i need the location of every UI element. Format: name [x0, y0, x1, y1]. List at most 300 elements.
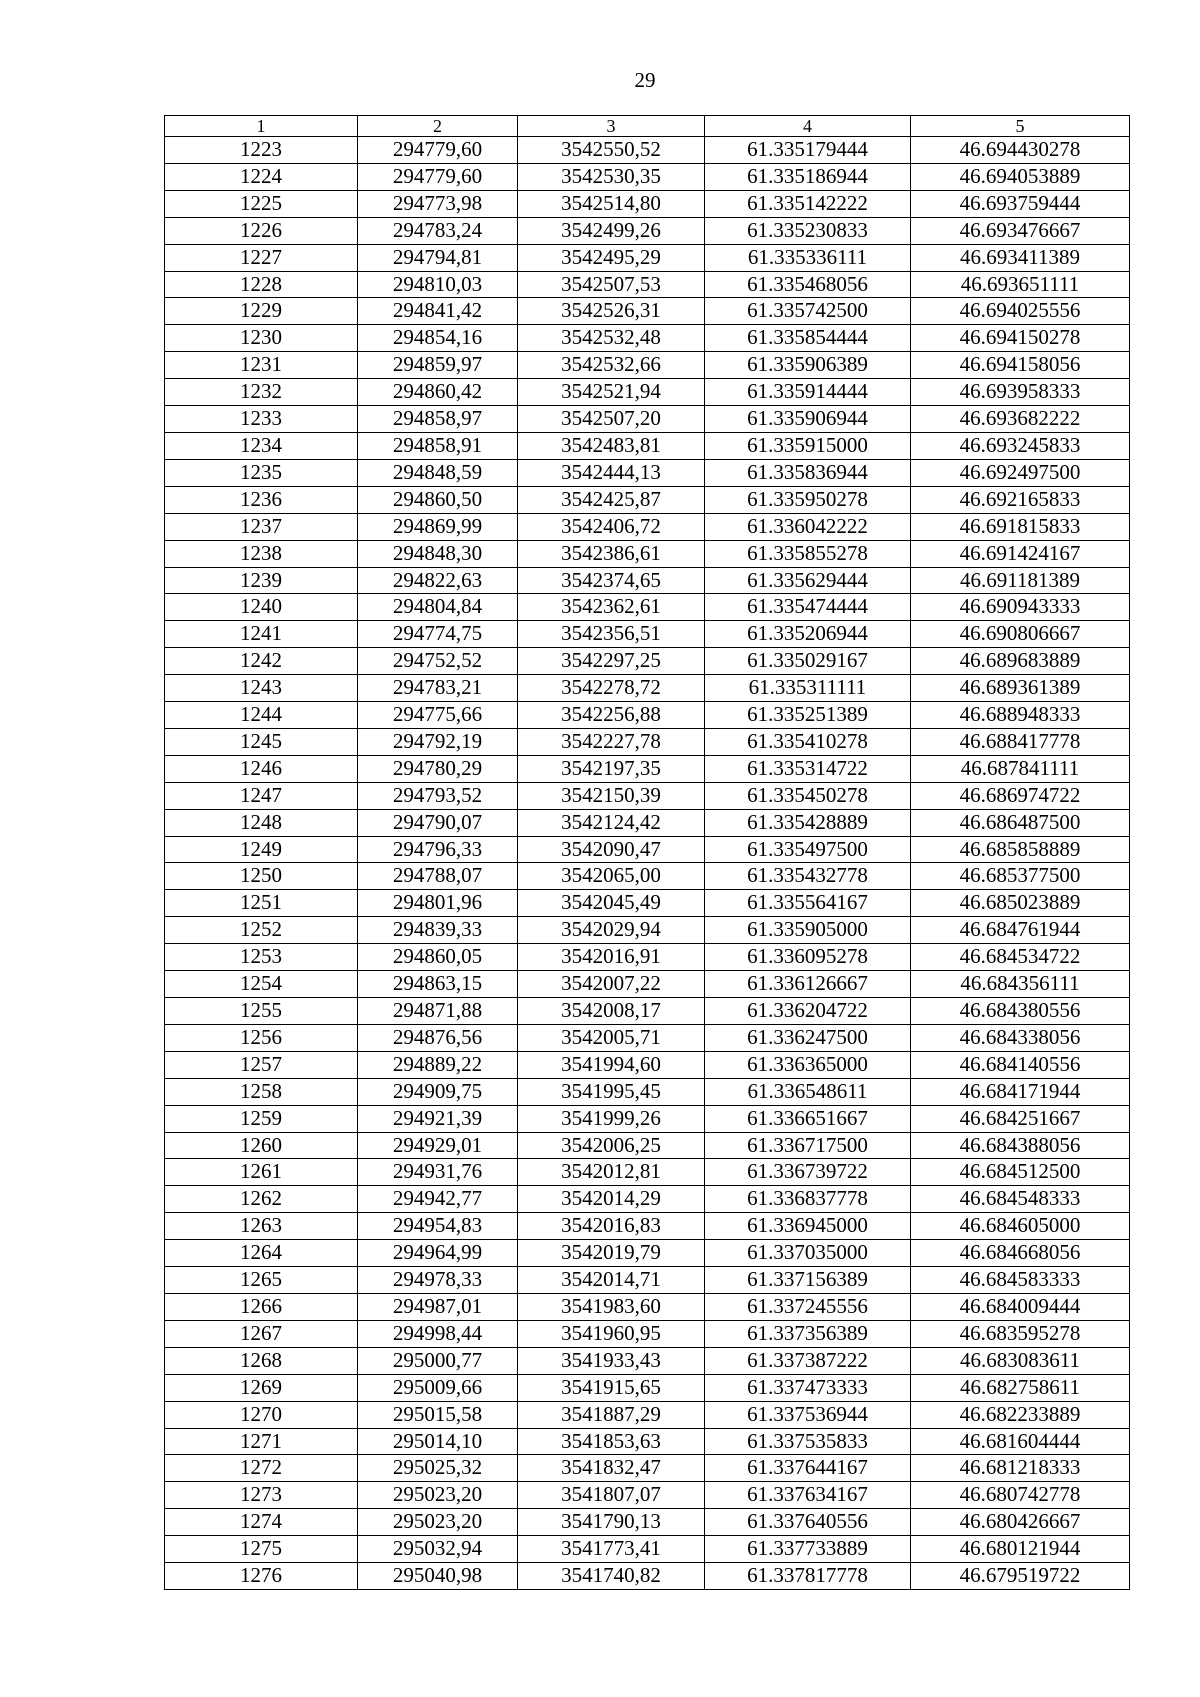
table-cell: 61.335497500	[705, 836, 911, 863]
table-cell: 294788,07	[358, 863, 518, 890]
table-cell: 3541887,29	[518, 1401, 705, 1428]
table-cell: 294854,16	[358, 325, 518, 352]
table-cell: 294859,97	[358, 352, 518, 379]
table-row	[165, 944, 1130, 971]
table-cell: 294931,76	[358, 1159, 518, 1186]
table-cell: 1230	[165, 325, 358, 352]
table-row	[165, 702, 1130, 729]
table-cell: 46.684356111	[911, 971, 1130, 998]
table-cell: 1231	[165, 352, 358, 379]
table-cell: 1243	[165, 675, 358, 702]
table-cell: 46.684338056	[911, 1024, 1130, 1051]
table-row	[165, 190, 1130, 217]
table-cell: 1241	[165, 621, 358, 648]
table-row	[165, 1374, 1130, 1401]
table-cell: 294796,33	[358, 836, 518, 863]
table-cell: 3542374,65	[518, 567, 705, 594]
table-cell: 61.336365000	[705, 1051, 911, 1078]
table-cell: 294964,99	[358, 1240, 518, 1267]
table-cell: 1272	[165, 1455, 358, 1482]
table-cell: 295023,20	[358, 1482, 518, 1509]
table-cell: 1250	[165, 863, 358, 890]
table-cell: 46.686974722	[911, 782, 1130, 809]
table-cell: 46.692497500	[911, 459, 1130, 486]
table-cell: 1232	[165, 379, 358, 406]
table-cell: 61.336651667	[705, 1105, 911, 1132]
table-cell: 1240	[165, 594, 358, 621]
table-cell: 1244	[165, 702, 358, 729]
table-cell: 3541915,65	[518, 1374, 705, 1401]
table-cell: 294954,83	[358, 1213, 518, 1240]
table-row	[165, 890, 1130, 917]
table-row	[165, 352, 1130, 379]
table-cell: 1224	[165, 163, 358, 190]
table-row	[165, 1105, 1130, 1132]
table-cell: 3542029,94	[518, 917, 705, 944]
table-cell: 61.335410278	[705, 728, 911, 755]
table-cell: 3542016,83	[518, 1213, 705, 1240]
table-row	[165, 1186, 1130, 1213]
table-row	[165, 1213, 1130, 1240]
table-cell: 1271	[165, 1428, 358, 1455]
table-cell: 3541995,45	[518, 1078, 705, 1105]
table-cell: 3542124,42	[518, 809, 705, 836]
table-cell: 46.683083611	[911, 1347, 1130, 1374]
table-cell: 61.336247500	[705, 1024, 911, 1051]
table-cell: 3542532,66	[518, 352, 705, 379]
table-cell: 61.335950278	[705, 486, 911, 513]
table-cell: 61.337733889	[705, 1536, 911, 1563]
table-cell: 1262	[165, 1186, 358, 1213]
table-cell: 46.694053889	[911, 163, 1130, 190]
table-row	[165, 971, 1130, 998]
table-row	[165, 621, 1130, 648]
table-cell: 46.691424167	[911, 540, 1130, 567]
table-cell: 1236	[165, 486, 358, 513]
table-cell: 294779,60	[358, 163, 518, 190]
table-cell: 1268	[165, 1347, 358, 1374]
table-cell: 1235	[165, 459, 358, 486]
table-cell: 61.336042222	[705, 513, 911, 540]
table-cell: 3542014,29	[518, 1186, 705, 1213]
table-row	[165, 998, 1130, 1025]
table-cell: 295015,58	[358, 1401, 518, 1428]
table-cell: 46.693682222	[911, 406, 1130, 433]
table-row	[165, 675, 1130, 702]
table-row	[165, 1347, 1130, 1374]
table-cell: 3542065,00	[518, 863, 705, 890]
table-cell: 61.335428889	[705, 809, 911, 836]
table-cell: 46.682233889	[911, 1401, 1130, 1428]
table-cell: 3541983,60	[518, 1293, 705, 1320]
table-cell: 294794,81	[358, 244, 518, 271]
table-cell: 3541807,07	[518, 1482, 705, 1509]
table-cell: 46.693958333	[911, 379, 1130, 406]
table-cell: 3542550,52	[518, 137, 705, 164]
table-header-row	[165, 116, 1130, 137]
table-cell: 46.688417778	[911, 728, 1130, 755]
table-cell: 1259	[165, 1105, 358, 1132]
table-cell: 61.337387222	[705, 1347, 911, 1374]
table-cell: 61.335230833	[705, 217, 911, 244]
table-cell: 61.335914444	[705, 379, 911, 406]
table-cell: 1263	[165, 1213, 358, 1240]
table-row	[165, 379, 1130, 406]
table-row	[165, 917, 1130, 944]
table-cell: 294869,99	[358, 513, 518, 540]
table-cell: 61.337035000	[705, 1240, 911, 1267]
table-row	[165, 1536, 1130, 1563]
table-cell: 294783,24	[358, 217, 518, 244]
table-row	[165, 217, 1130, 244]
table-cell: 46.683595278	[911, 1320, 1130, 1347]
table-row	[165, 782, 1130, 809]
table-cell: 294876,56	[358, 1024, 518, 1051]
table-cell: 3542007,22	[518, 971, 705, 998]
table-cell: 1267	[165, 1320, 358, 1347]
table-cell: 1247	[165, 782, 358, 809]
table-cell: 294793,52	[358, 782, 518, 809]
table-cell: 3542532,48	[518, 325, 705, 352]
table-row	[165, 1455, 1130, 1482]
table-cell: 294792,19	[358, 728, 518, 755]
table-cell: 1255	[165, 998, 358, 1025]
table-cell: 46.689683889	[911, 648, 1130, 675]
table-cell: 294860,50	[358, 486, 518, 513]
table-row	[165, 1024, 1130, 1051]
table-row	[165, 1293, 1130, 1320]
table-cell: 61.336126667	[705, 971, 911, 998]
table-cell: 61.335742500	[705, 298, 911, 325]
table-cell: 1251	[165, 890, 358, 917]
table-row	[165, 406, 1130, 433]
table-cell: 294889,22	[358, 1051, 518, 1078]
table-cell: 3541740,82	[518, 1563, 705, 1590]
table-cell: 61.335906389	[705, 352, 911, 379]
table-row	[165, 271, 1130, 298]
table-cell: 294841,42	[358, 298, 518, 325]
table-row	[165, 459, 1130, 486]
table-cell: 295014,10	[358, 1428, 518, 1455]
table-row	[165, 1078, 1130, 1105]
table-cell: 61.336945000	[705, 1213, 911, 1240]
table-cell: 3542019,79	[518, 1240, 705, 1267]
table-cell: 1270	[165, 1401, 358, 1428]
table-row	[165, 594, 1130, 621]
table-cell: 1260	[165, 1132, 358, 1159]
table-cell: 61.335311111	[705, 675, 911, 702]
table-cell: 46.693245833	[911, 432, 1130, 459]
table-cell: 46.693759444	[911, 190, 1130, 217]
table-cell: 1225	[165, 190, 358, 217]
table-cell: 46.693476667	[911, 217, 1130, 244]
table-cell: 294909,75	[358, 1078, 518, 1105]
table-cell: 1233	[165, 406, 358, 433]
table-cell: 61.335629444	[705, 567, 911, 594]
table-row	[165, 1240, 1130, 1267]
table-cell: 61.335251389	[705, 702, 911, 729]
table-cell: 46.680742778	[911, 1482, 1130, 1509]
table-cell: 61.335029167	[705, 648, 911, 675]
table-cell: 61.337644167	[705, 1455, 911, 1482]
table-cell: 3541999,26	[518, 1105, 705, 1132]
table-cell: 46.693651111	[911, 271, 1130, 298]
table-cell: 3542507,53	[518, 271, 705, 298]
table-cell: 61.336204722	[705, 998, 911, 1025]
table-cell: 46.690806667	[911, 621, 1130, 648]
table-cell: 46.684171944	[911, 1078, 1130, 1105]
header-cell: 5	[911, 116, 1130, 137]
table-cell: 3542090,47	[518, 836, 705, 863]
table-cell: 295025,32	[358, 1455, 518, 1482]
table-cell: 61.335142222	[705, 190, 911, 217]
table-cell: 46.694150278	[911, 325, 1130, 352]
table-cell: 3542425,87	[518, 486, 705, 513]
table-cell: 1274	[165, 1509, 358, 1536]
table-row	[165, 1132, 1130, 1159]
table-cell: 294858,97	[358, 406, 518, 433]
table-cell: 46.694430278	[911, 137, 1130, 164]
table-cell: 46.682758611	[911, 1374, 1130, 1401]
table-cell: 46.681218333	[911, 1455, 1130, 1482]
table-cell: 3542483,81	[518, 432, 705, 459]
table-cell: 3542297,25	[518, 648, 705, 675]
table-cell: 3542362,61	[518, 594, 705, 621]
table-cell: 295023,20	[358, 1509, 518, 1536]
table-cell: 295032,94	[358, 1536, 518, 1563]
table-row	[165, 809, 1130, 836]
table-row	[165, 1482, 1130, 1509]
table-cell: 1258	[165, 1078, 358, 1105]
table-cell: 3542150,39	[518, 782, 705, 809]
table-row	[165, 137, 1130, 164]
table-cell: 3542526,31	[518, 298, 705, 325]
table-cell: 46.684605000	[911, 1213, 1130, 1240]
table-row	[165, 163, 1130, 190]
table-cell: 61.337535833	[705, 1428, 911, 1455]
table-cell: 294810,03	[358, 271, 518, 298]
table-cell: 46.684512500	[911, 1159, 1130, 1186]
table-cell: 3542256,88	[518, 702, 705, 729]
table-cell: 1265	[165, 1267, 358, 1294]
table-cell: 294987,01	[358, 1293, 518, 1320]
table-cell: 294929,01	[358, 1132, 518, 1159]
table-cell: 61.335855278	[705, 540, 911, 567]
table-cell: 1257	[165, 1051, 358, 1078]
table-row	[165, 1051, 1130, 1078]
table-cell: 61.335906944	[705, 406, 911, 433]
table-cell: 61.335314722	[705, 755, 911, 782]
table-cell: 1252	[165, 917, 358, 944]
table-cell: 46.693411389	[911, 244, 1130, 271]
table-cell: 1227	[165, 244, 358, 271]
table-cell: 1276	[165, 1563, 358, 1590]
table-row	[165, 567, 1130, 594]
table-cell: 61.337473333	[705, 1374, 911, 1401]
table-cell: 1256	[165, 1024, 358, 1051]
table-cell: 3542444,13	[518, 459, 705, 486]
table-cell: 294921,39	[358, 1105, 518, 1132]
table-row	[165, 863, 1130, 890]
table-cell: 46.685377500	[911, 863, 1130, 890]
table-body	[165, 137, 1130, 1590]
table-cell: 46.680121944	[911, 1536, 1130, 1563]
table-cell: 46.684583333	[911, 1267, 1130, 1294]
table-cell: 294775,66	[358, 702, 518, 729]
table-cell: 3541960,95	[518, 1320, 705, 1347]
coordinates-table	[164, 115, 1130, 1590]
table-cell: 3541853,63	[518, 1428, 705, 1455]
table-row	[165, 486, 1130, 513]
table-row	[165, 432, 1130, 459]
table-row	[165, 1320, 1130, 1347]
table-cell: 295000,77	[358, 1347, 518, 1374]
table-cell: 3542005,71	[518, 1024, 705, 1051]
header-cell: 1	[165, 116, 358, 137]
table-cell: 1266	[165, 1293, 358, 1320]
table-cell: 46.686487500	[911, 809, 1130, 836]
table-cell: 294783,21	[358, 675, 518, 702]
table-cell: 294848,59	[358, 459, 518, 486]
table-cell: 1253	[165, 944, 358, 971]
table-cell: 3542008,17	[518, 998, 705, 1025]
table-row	[165, 1563, 1130, 1590]
table-cell: 294848,30	[358, 540, 518, 567]
table-cell: 46.689361389	[911, 675, 1130, 702]
table-cell: 3542016,91	[518, 944, 705, 971]
table-cell: 3542521,94	[518, 379, 705, 406]
table-cell: 61.336837778	[705, 1186, 911, 1213]
table-cell: 61.335206944	[705, 621, 911, 648]
table-cell: 61.335179444	[705, 137, 911, 164]
table-cell: 294822,63	[358, 567, 518, 594]
table-cell: 3542227,78	[518, 728, 705, 755]
table-cell: 3542406,72	[518, 513, 705, 540]
table-cell: 46.694025556	[911, 298, 1130, 325]
table-row	[165, 540, 1130, 567]
table-cell: 61.337817778	[705, 1563, 911, 1590]
table-cell: 46.684009444	[911, 1293, 1130, 1320]
table-row	[165, 1159, 1130, 1186]
table-cell: 3542014,71	[518, 1267, 705, 1294]
table-cell: 3542386,61	[518, 540, 705, 567]
table-cell: 3542012,81	[518, 1159, 705, 1186]
table-cell: 46.684668056	[911, 1240, 1130, 1267]
table-cell: 61.335468056	[705, 271, 911, 298]
table-cell: 61.335474444	[705, 594, 911, 621]
table-cell: 3542006,25	[518, 1132, 705, 1159]
table-cell: 46.685858889	[911, 836, 1130, 863]
table-cell: 61.336739722	[705, 1159, 911, 1186]
table-cell: 3542495,29	[518, 244, 705, 271]
table-cell: 1239	[165, 567, 358, 594]
table-cell: 1248	[165, 809, 358, 836]
table-cell: 46.688948333	[911, 702, 1130, 729]
header-cell: 3	[518, 116, 705, 137]
table-cell: 46.679519722	[911, 1563, 1130, 1590]
table-cell: 61.337156389	[705, 1267, 911, 1294]
table-cell: 294942,77	[358, 1186, 518, 1213]
table-cell: 61.335450278	[705, 782, 911, 809]
table-cell: 61.335905000	[705, 917, 911, 944]
table-cell: 3542514,80	[518, 190, 705, 217]
table-cell: 46.692165833	[911, 486, 1130, 513]
table-cell: 46.684534722	[911, 944, 1130, 971]
table-cell: 3541832,47	[518, 1455, 705, 1482]
table-cell: 61.335336111	[705, 244, 911, 271]
table-cell: 294871,88	[358, 998, 518, 1025]
table-cell: 1229	[165, 298, 358, 325]
table-cell: 1238	[165, 540, 358, 567]
table-cell: 46.687841111	[911, 755, 1130, 782]
table-cell: 46.684251667	[911, 1105, 1130, 1132]
table-cell: 1261	[165, 1159, 358, 1186]
table-cell: 294790,07	[358, 809, 518, 836]
table-cell: 294860,42	[358, 379, 518, 406]
table-cell: 61.335836944	[705, 459, 911, 486]
table-cell: 3542045,49	[518, 890, 705, 917]
table-cell: 46.684548333	[911, 1186, 1130, 1213]
table-cell: 61.335432778	[705, 863, 911, 890]
table-cell: 1237	[165, 513, 358, 540]
table-cell: 294839,33	[358, 917, 518, 944]
table-cell: 61.337634167	[705, 1482, 911, 1509]
table-cell: 294779,60	[358, 137, 518, 164]
header-cell: 2	[358, 116, 518, 137]
table-cell: 294804,84	[358, 594, 518, 621]
table-row	[165, 1509, 1130, 1536]
table-cell: 1242	[165, 648, 358, 675]
table-cell: 3542278,72	[518, 675, 705, 702]
table-cell: 61.335854444	[705, 325, 911, 352]
table-row	[165, 1401, 1130, 1428]
table-cell: 294773,98	[358, 190, 518, 217]
table-cell: 3542530,35	[518, 163, 705, 190]
table-cell: 46.681604444	[911, 1428, 1130, 1455]
table-cell: 3542356,51	[518, 621, 705, 648]
table-cell: 1226	[165, 217, 358, 244]
table-cell: 46.684380556	[911, 998, 1130, 1025]
table-row	[165, 836, 1130, 863]
table-cell: 61.337245556	[705, 1293, 911, 1320]
table-cell: 3541933,43	[518, 1347, 705, 1374]
table-cell: 294860,05	[358, 944, 518, 971]
table-cell: 1246	[165, 755, 358, 782]
table-cell: 46.684388056	[911, 1132, 1130, 1159]
table-cell: 3542507,20	[518, 406, 705, 433]
table-cell: 294774,75	[358, 621, 518, 648]
table-cell: 3542197,35	[518, 755, 705, 782]
table-cell: 46.691815833	[911, 513, 1130, 540]
table-cell: 295009,66	[358, 1374, 518, 1401]
table-cell: 1228	[165, 271, 358, 298]
table-cell: 61.336095278	[705, 944, 911, 971]
table-row	[165, 325, 1130, 352]
table-cell: 1254	[165, 971, 358, 998]
table-row	[165, 1428, 1130, 1455]
table-cell: 1269	[165, 1374, 358, 1401]
table-cell: 1249	[165, 836, 358, 863]
table-cell: 1234	[165, 432, 358, 459]
table-cell: 294998,44	[358, 1320, 518, 1347]
table-cell: 294780,29	[358, 755, 518, 782]
table-cell: 1223	[165, 137, 358, 164]
table-cell: 3541773,41	[518, 1536, 705, 1563]
table-cell: 3541790,13	[518, 1509, 705, 1536]
table-cell: 3541994,60	[518, 1051, 705, 1078]
table-cell: 3542499,26	[518, 217, 705, 244]
table-cell: 61.335564167	[705, 890, 911, 917]
